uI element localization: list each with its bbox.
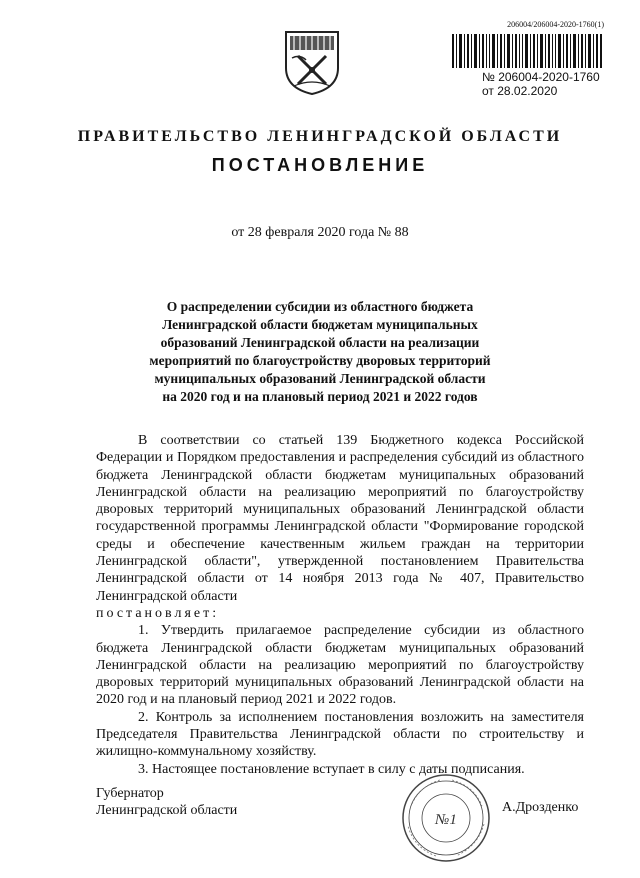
signatory-position — [96, 785, 237, 819]
preamble-paragraph: В соответствии со статьей 139 Бюджетного кодекса Российской Федерации и Порядком предоставления и распределения субсидий из областного бюджета Ленинградской области бюджетам муниципальных образований Ленинградской области на реализацию мероприятий по благоустройству дворовых территорий муниципальных образований Ленинградской области государственной программы Ленинградской области "Формирование городской среды и обеспечение качественным жильем граждан на территории Ленинградской области", утвержденной постановлением Правительства Ленинградской области от 14 ноября 2013 года № 407, Правительство Ленинградской области — [96, 433, 584, 604]
signatory-title: Губернатор — [96, 786, 164, 801]
document-type-heading: ПОСТАНОВЛЕНИЕ — [211, 155, 429, 175]
clause-3: 3. Настоящее постановление вступает в силу с даты подписания. — [138, 761, 525, 777]
title-line: муниципальных образований Ленинградской области — [154, 371, 486, 386]
coat-of-arms-emblem — [282, 28, 342, 96]
registration-date: от 28.02.2020 — [482, 84, 558, 98]
title-line: образований Ленинградской области на реализации — [160, 335, 480, 350]
signatory-name: А.Дрозденко — [502, 800, 579, 815]
title-line: Ленинградской области бюджетам муниципальных — [162, 317, 478, 332]
clause-2: 2. Контроль за исполнением постановления возложить на заместителя Председателя Правительства Ленинградской области по строительству и жилищно-коммунальному хозяйству. — [96, 709, 584, 760]
clause-1: 1. Утвердить прилагаемое распределение субсидии из областного бюджета Ленинградской области бюджетам муниципальных образований Ленинградской области на реализацию мероприятий по благоустройству дворовых территорий муниципальных образований Ленинградской области на 2020 год и на плановый период 2021 и 2022 годов. — [96, 623, 584, 708]
registration-number: № 206004-2020-1760 — [482, 70, 600, 84]
document-body — [96, 432, 584, 778]
seal-number: №1 — [435, 812, 457, 828]
title-line: на 2020 год и на плановый период 2021 и 2022 годов — [162, 389, 478, 404]
issuing-authority: ПРАВИТЕЛЬСТВО ЛЕНИНГРАДСКОЙ ОБЛАСТИ — [77, 128, 563, 145]
resolution-word: постановляет: — [96, 605, 220, 621]
signatory-region: Ленинградской области — [96, 803, 238, 818]
official-seal-stamp — [400, 772, 492, 864]
barcode — [452, 34, 602, 68]
document-title — [100, 298, 540, 406]
document-reference: 206004/206004-2020-1760(1) — [507, 20, 604, 29]
title-line: О распределении субсидии из областного бюджета — [166, 299, 474, 314]
title-line: мероприятий по благоустройству дворовых территорий — [149, 353, 491, 368]
document-date-number: от 28 февраля 2020 года № 88 — [231, 225, 409, 240]
